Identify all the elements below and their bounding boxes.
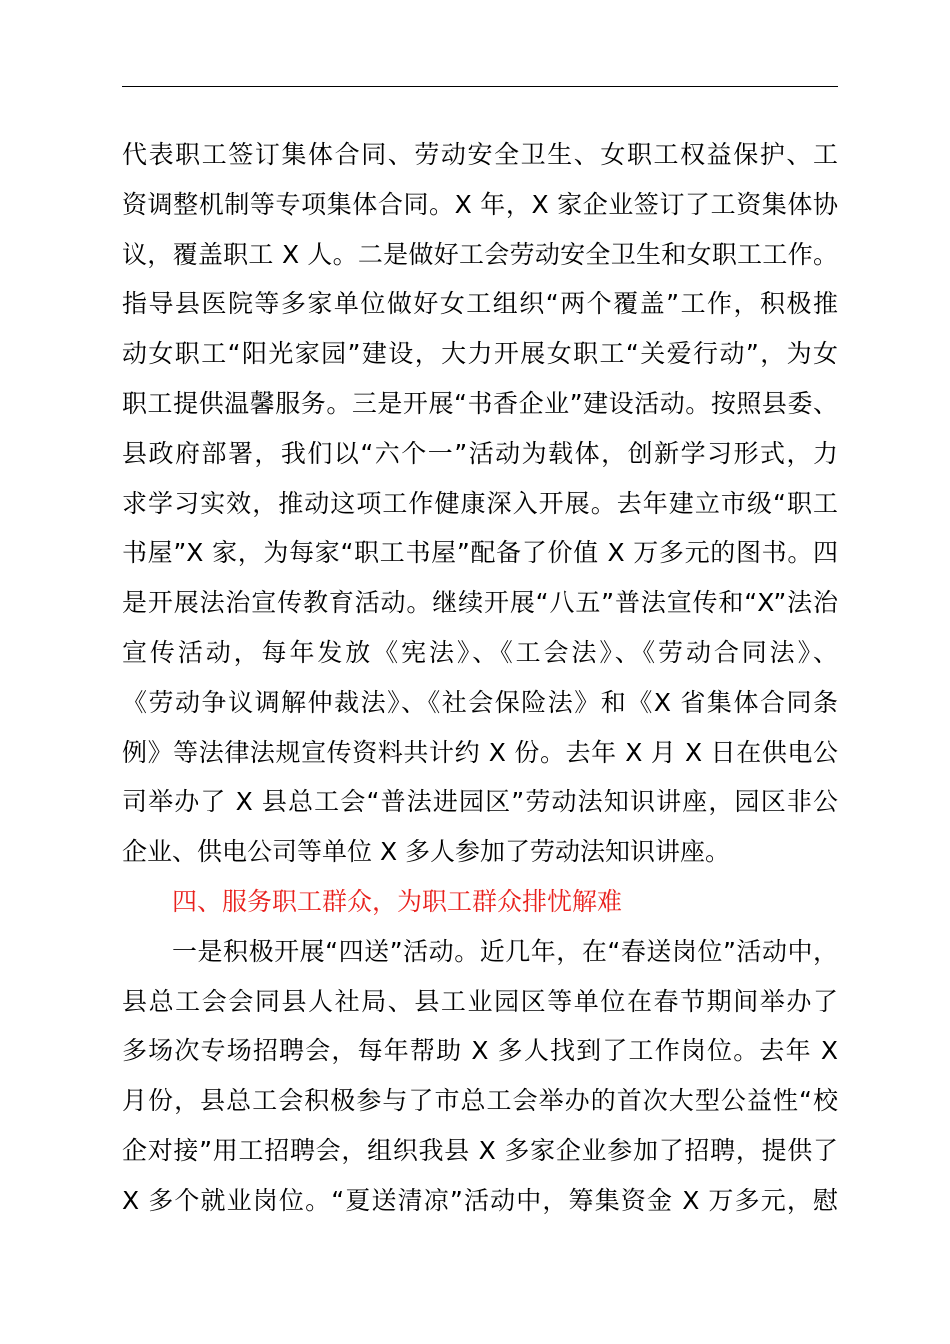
text-line: 月份，县总工会积极参与了市总工会举办的首次大型公益性“校	[122, 1086, 838, 1116]
text-line: 司举办了 X 县总工会“普法进园区”劳动法知识讲座，园区非公	[122, 787, 838, 817]
text-line: 书屋”X 家，为每家“职工书屋”配备了价值 X 万多元的图书。四	[122, 538, 838, 568]
section-heading: 四、服务职工群众，为职工群众排忧解难	[172, 886, 623, 916]
text-line: 职工提供温馨服务。三是开展“书香企业”建设活动。按照县委、	[122, 388, 838, 418]
text-line: 例》等法律法规宣传资料共计约 X 份。去年 X 月 X 日在供电公	[122, 737, 838, 767]
header-rule	[122, 86, 838, 87]
paragraph-2	[122, 927, 838, 1226]
text-line: 县总工会会同县人社局、县工业园区等单位在春节期间举办了	[122, 986, 838, 1016]
text-line: 动女职工“阳光家园”建设，大力开展女职工“关爱行动”，为女	[122, 339, 838, 369]
text-line: 企业、供电公司等单位 X 多人参加了劳动法知识讲座。	[122, 837, 731, 867]
text-line: 宣传活动，每年发放《宪法》、《工会法》、《劳动合同法》、	[122, 637, 838, 667]
text-line: 资调整机制等专项集体合同。X 年，X 家企业签订了工资集体协	[122, 189, 838, 219]
text-line: 企对接”用工招聘会，组织我县 X 多家企业参加了招聘，提供了	[122, 1135, 838, 1165]
text-line: 议，覆盖职工 X 人。二是做好工会劳动安全卫生和女职工工作。	[122, 239, 838, 269]
text-line: 是开展法治宣传教育活动。继续开展“八五”普法宣传和“X”法治	[122, 588, 838, 618]
text-line: 县政府部署，我们以“六个一”活动为载体，创新学习形式，力	[122, 438, 838, 468]
text-line: X 多个就业岗位。“夏送清凉”活动中，筹集资金 X 万多元，慰	[122, 1185, 838, 1215]
text-line: 代表职工签订集体合同、劳动安全卫生、女职工权益保护、工	[122, 140, 838, 169]
text-line: 一是积极开展“四送”活动。近几年，在“春送岗位”活动中，	[172, 936, 838, 966]
text-line: 多场次专场招聘会，每年帮助 X 多人找到了工作岗位。去年 X	[122, 1036, 838, 1066]
document-body	[122, 130, 838, 1226]
text-line: 求学习实效，推动这项工作健康深入开展。去年建立市级“职工	[122, 488, 838, 518]
text-line: 指导县医院等多家单位做好女工组织“两个覆盖”工作，积极推	[122, 289, 838, 319]
text-line: 《劳动争议调解仲裁法》、《社会保险法》和《X 省集体合同条	[122, 687, 838, 717]
paragraph-1	[122, 130, 838, 877]
